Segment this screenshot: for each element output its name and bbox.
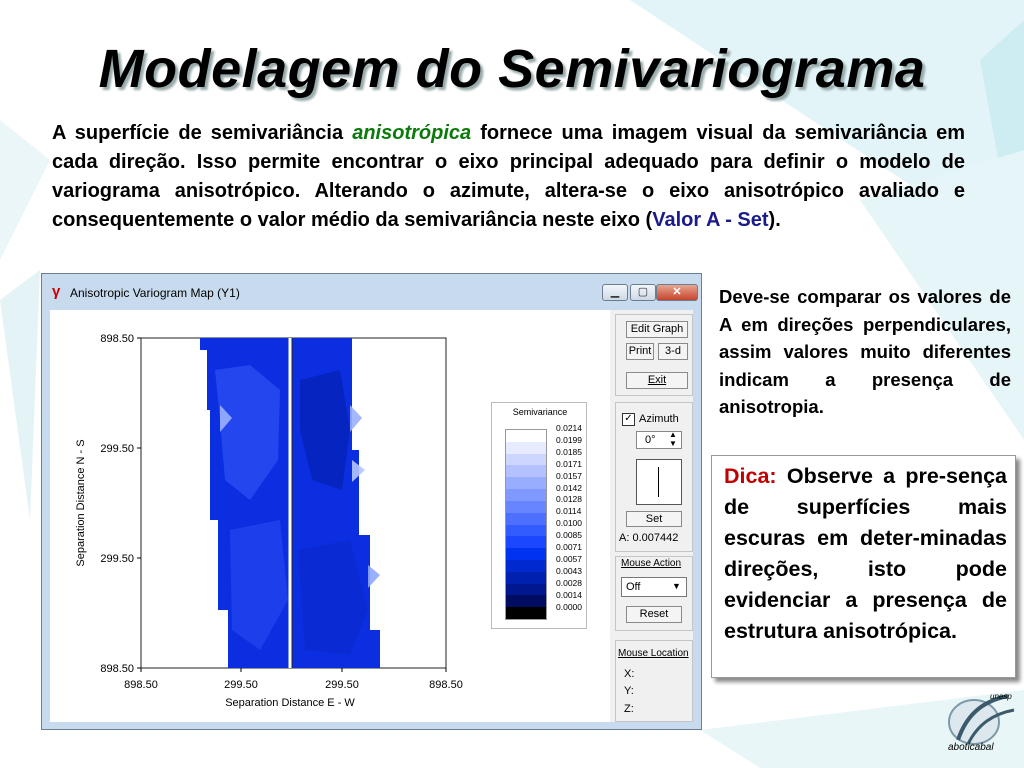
stepper-up-icon[interactable]: ▲	[669, 430, 677, 439]
legend-title: Semivariance	[512, 407, 568, 417]
variogram-map-plot[interactable]	[50, 310, 610, 722]
reset-button[interactable]: Reset	[626, 606, 682, 623]
legend-swatch	[506, 430, 546, 442]
intro-set-reference: Valor A - Set	[652, 209, 769, 231]
minimize-icon: ▁	[610, 286, 620, 298]
3d-button[interactable]: 3-d	[658, 343, 688, 360]
tip-box	[711, 455, 1016, 678]
window-title: Anisotropic Variogram Map (Y1)	[70, 286, 240, 300]
legend-label: 0.0014	[556, 589, 582, 600]
maximize-icon: ▢	[637, 286, 649, 298]
mouse-action-label: Mouse Action	[621, 558, 682, 569]
legend-label: 0.0028	[556, 577, 582, 588]
set-azimuth-button[interactable]: Set	[626, 511, 682, 527]
legend-swatch	[506, 454, 546, 466]
intro-text-2: fornece uma imagem visual da semivariância em cada direção. Isso permite encontrar o eixo principal adequado para definir o modelo de variograma anisotrópico. Alterando o azimute, altera-se o eixo anisotrópico avaliado e consequentemente o valor médio da semivariância neste eixo (	[52, 122, 965, 231]
semivariance-legend	[491, 402, 587, 629]
x-axis-label: Separation Distance E - W	[225, 697, 355, 709]
ytick-label: 898.50	[100, 663, 134, 675]
stepper-down-icon[interactable]: ▼	[669, 439, 677, 448]
anisotropic-variogram-window	[41, 273, 702, 730]
control-panel	[615, 310, 693, 722]
legend-swatch	[506, 465, 546, 477]
legend-swatch	[506, 584, 546, 596]
logo-text-top: unesp	[990, 692, 1012, 701]
legend-swatch	[506, 489, 546, 501]
mouse-action-select[interactable]	[621, 577, 687, 597]
mouse-x-readout: X:	[624, 668, 635, 680]
legend-label: 0.0157	[556, 470, 582, 481]
y-axis-label: Separation Distance N - S	[75, 439, 87, 567]
window-client-area	[50, 310, 693, 722]
legend-swatch	[506, 607, 546, 619]
intro-emphasis: anisotrópica	[352, 122, 472, 144]
legend-swatch	[506, 536, 546, 548]
intro-text-end: ).	[768, 209, 781, 231]
azimuth-label: Azimuth	[639, 413, 679, 425]
xtick-label: 299.50	[224, 679, 258, 691]
ytick-label: 299.50	[100, 553, 134, 565]
ytick-label: 299.50	[100, 443, 134, 455]
mouse-z-readout: Z:	[624, 703, 634, 715]
azimuth-value: 0°	[645, 434, 656, 446]
legend-label: 0.0185	[556, 446, 582, 457]
legend-color-ramp	[505, 429, 547, 620]
close-icon: ✕	[672, 286, 682, 298]
unesp-logo	[938, 690, 1018, 754]
azimuth-checkbox[interactable]: ✓	[622, 413, 635, 426]
xtick-label: 898.50	[429, 679, 463, 691]
legend-label: 0.0128	[556, 494, 582, 505]
slide-title: Modelagem do Semivariograma	[98, 39, 926, 99]
legend-swatch	[506, 560, 546, 572]
a-value-readout: A: 0.007442	[619, 532, 679, 544]
xtick-label: 299.50	[325, 679, 359, 691]
intro-text-1: A superfície de semivariância	[52, 122, 353, 144]
legend-label: 0.0114	[556, 506, 582, 517]
ytick-label: 898.50	[100, 333, 134, 345]
edit-graph-button[interactable]: Edit Graph	[626, 321, 688, 338]
maximize-button[interactable]	[630, 284, 656, 301]
legend-label: 0.0043	[556, 565, 582, 576]
legend-swatch	[506, 442, 546, 454]
mouse-y-readout: Y:	[624, 685, 634, 697]
side-note: Deve-se comparar os valores de A em direções perpendiculares, assim valores muito diferentes indicam a presença de anisotropia.	[719, 286, 1011, 417]
legend-swatch	[506, 548, 546, 560]
legend-swatch	[506, 595, 546, 607]
exit-button[interactable]: Exit	[626, 372, 688, 389]
legend-label: 0.0171	[556, 458, 582, 469]
dropdown-arrow-icon: ▼	[672, 581, 681, 591]
legend-label: 0.0214	[556, 423, 582, 433]
azimuth-line	[658, 467, 659, 497]
close-button[interactable]	[656, 284, 698, 301]
legend-label: 0.0142	[556, 482, 582, 493]
tip-text: Observe a pre-sença de superfícies mais escuras em deter-minadas direções, isto pode evidenciar a presença de estrutura anisotrópica.	[724, 464, 1007, 643]
legend-swatch	[506, 572, 546, 584]
logo-text-bottom: aboticabal	[948, 742, 994, 753]
legend-label: 0.0071	[556, 542, 582, 552]
mouse-action-value: Off	[626, 581, 641, 593]
legend-swatch	[506, 501, 546, 513]
mouse-location-label: Mouse Location	[618, 648, 689, 659]
legend-swatch	[506, 525, 546, 537]
window-titlebar[interactable]	[42, 274, 701, 310]
legend-label: 0.0057	[556, 553, 582, 564]
print-button[interactable]: Print	[626, 343, 654, 360]
legend-label: 0.0100	[556, 518, 582, 529]
legend-label: 0.0000	[556, 601, 582, 612]
azimuth-stepper[interactable]	[636, 431, 682, 449]
xtick-label: 898.50	[124, 679, 158, 691]
azimuth-direction-indicator	[636, 459, 682, 505]
legend-label: 0.0199	[556, 434, 582, 445]
intro-paragraph	[52, 119, 965, 235]
minimize-button[interactable]	[602, 284, 628, 301]
legend-swatch	[506, 513, 546, 525]
gamma-icon: γ	[52, 283, 61, 300]
legend-swatch	[506, 477, 546, 489]
tip-label: Dica:	[724, 464, 777, 488]
legend-label: 0.0085	[556, 530, 582, 541]
